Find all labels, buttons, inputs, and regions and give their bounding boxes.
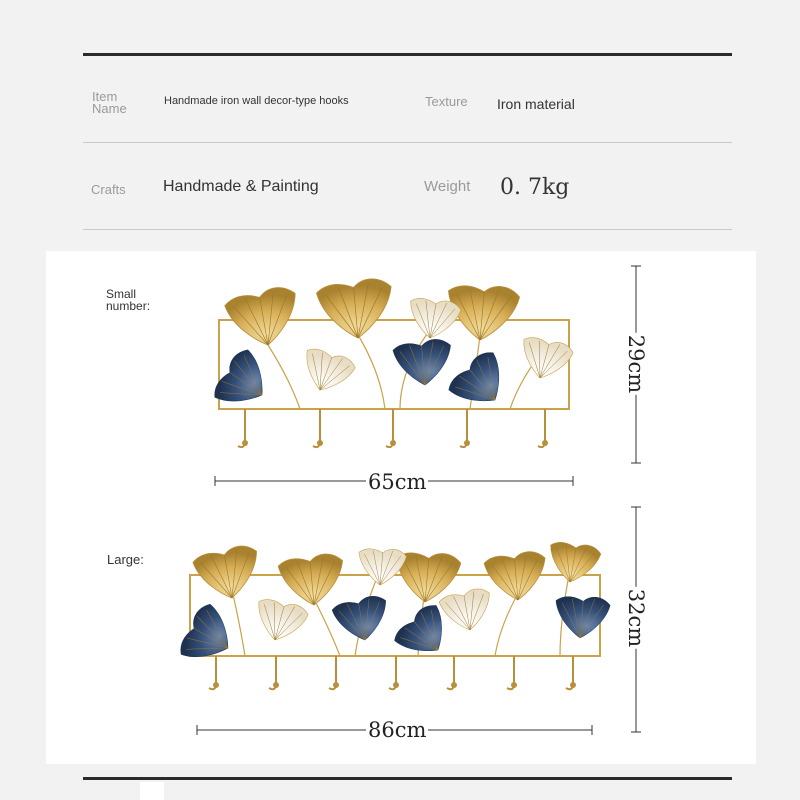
bottom-rule: [83, 777, 732, 780]
large-width-label: 86cm: [368, 718, 427, 742]
texture-label: Texture: [425, 94, 468, 109]
small-width-label: 65cm: [368, 470, 427, 494]
weight-value: 0. 7kg: [500, 175, 570, 200]
bottom-white-block: [140, 782, 164, 800]
item-name-label-line2: Name: [92, 101, 127, 116]
small-height-label: 29cm: [624, 334, 649, 394]
weight-label: Weight: [424, 178, 471, 195]
large-hooks: [209, 656, 576, 689]
small-hooks: [238, 409, 548, 447]
item-name-label-line1: Item: [92, 89, 118, 104]
small-size-label-line2: number:: [106, 299, 151, 313]
small-hook-rack: [209, 277, 575, 447]
large-height-label: 32cm: [624, 588, 649, 648]
large-size-label: Large:: [107, 552, 144, 567]
texture-value: Iron material: [497, 96, 575, 112]
crafts-value: Handmade & Painting: [163, 178, 319, 195]
large-hook-rack: [175, 539, 611, 689]
crafts-label: Crafts: [91, 182, 126, 197]
item-name-value: Handmade iron wall decor-type hooks: [164, 95, 349, 107]
small-size-label-line1: Small: [106, 287, 137, 301]
